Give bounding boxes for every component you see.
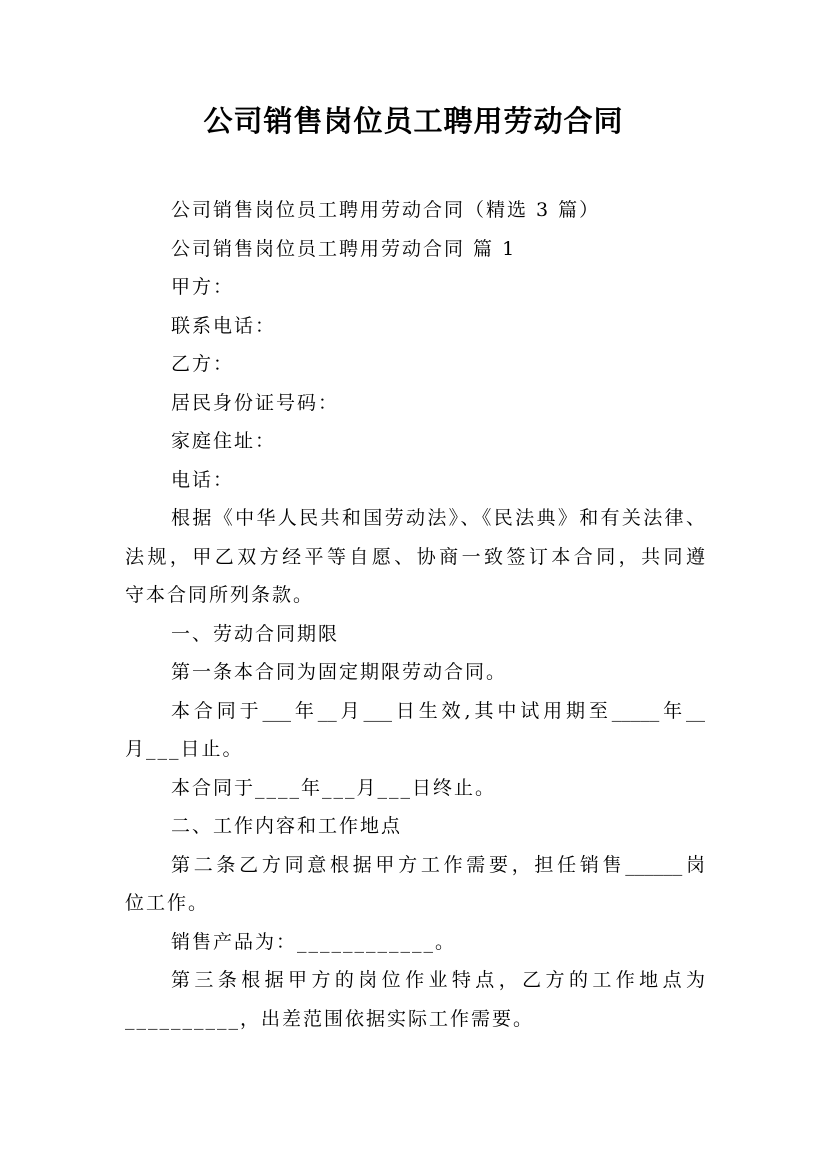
document-body xyxy=(125,191,705,1038)
paragraph-line: 乙方： xyxy=(171,353,235,375)
paragraph-line: 电话： xyxy=(171,468,235,491)
paragraph-line: 第三条根据甲方的岗位作业特点，乙方的工作地点为 xyxy=(171,969,705,991)
paragraph-line: 公司销售岗位员工聘用劳动合同 篇 1 xyxy=(171,237,517,260)
paragraph-line: 本合同于___年__月___日生效,其中试用期至_____年__ xyxy=(171,699,705,722)
paragraph-line: 第二条乙方同意根据甲方工作需要，担任销售______岗 xyxy=(171,853,705,876)
paragraph-line: 本合同于____年___月___日终止。 xyxy=(171,776,497,799)
paragraph-line: 销售产品为：____________。 xyxy=(171,930,457,953)
paragraph-line: 家庭住址： xyxy=(171,430,277,452)
paragraph-line: 法规，甲乙双方经平等自愿、协商一致签订本合同，共同遵 xyxy=(125,545,705,568)
paragraph-line: 第一条本合同为固定期限劳动合同。 xyxy=(171,661,508,683)
document-title: 公司销售岗位员工聘用劳动合同 xyxy=(203,104,624,138)
paragraph-line: 甲方： xyxy=(171,276,235,298)
paragraph-line: 月___日止。 xyxy=(125,738,244,760)
paragraph-line: 守本合同所列条款。 xyxy=(125,584,315,606)
paragraph-line: 根据《中华人民共和国劳动法》、《民法典》和有关法律、 xyxy=(171,507,705,529)
paragraph-line: 公司销售岗位员工聘用劳动合同（精选 3 篇） xyxy=(171,199,601,221)
paragraph-line: 位工作。 xyxy=(125,892,210,914)
paragraph-line: 居民身份证号码： xyxy=(171,391,340,414)
paragraph-line: 联系电话： xyxy=(171,314,277,337)
paragraph-line: 一、劳动合同期限 xyxy=(171,622,340,645)
paragraph-line: __________，出差范围依据实际工作需要。 xyxy=(125,1007,535,1030)
paragraph-line: 二、工作内容和工作地点 xyxy=(171,815,403,837)
